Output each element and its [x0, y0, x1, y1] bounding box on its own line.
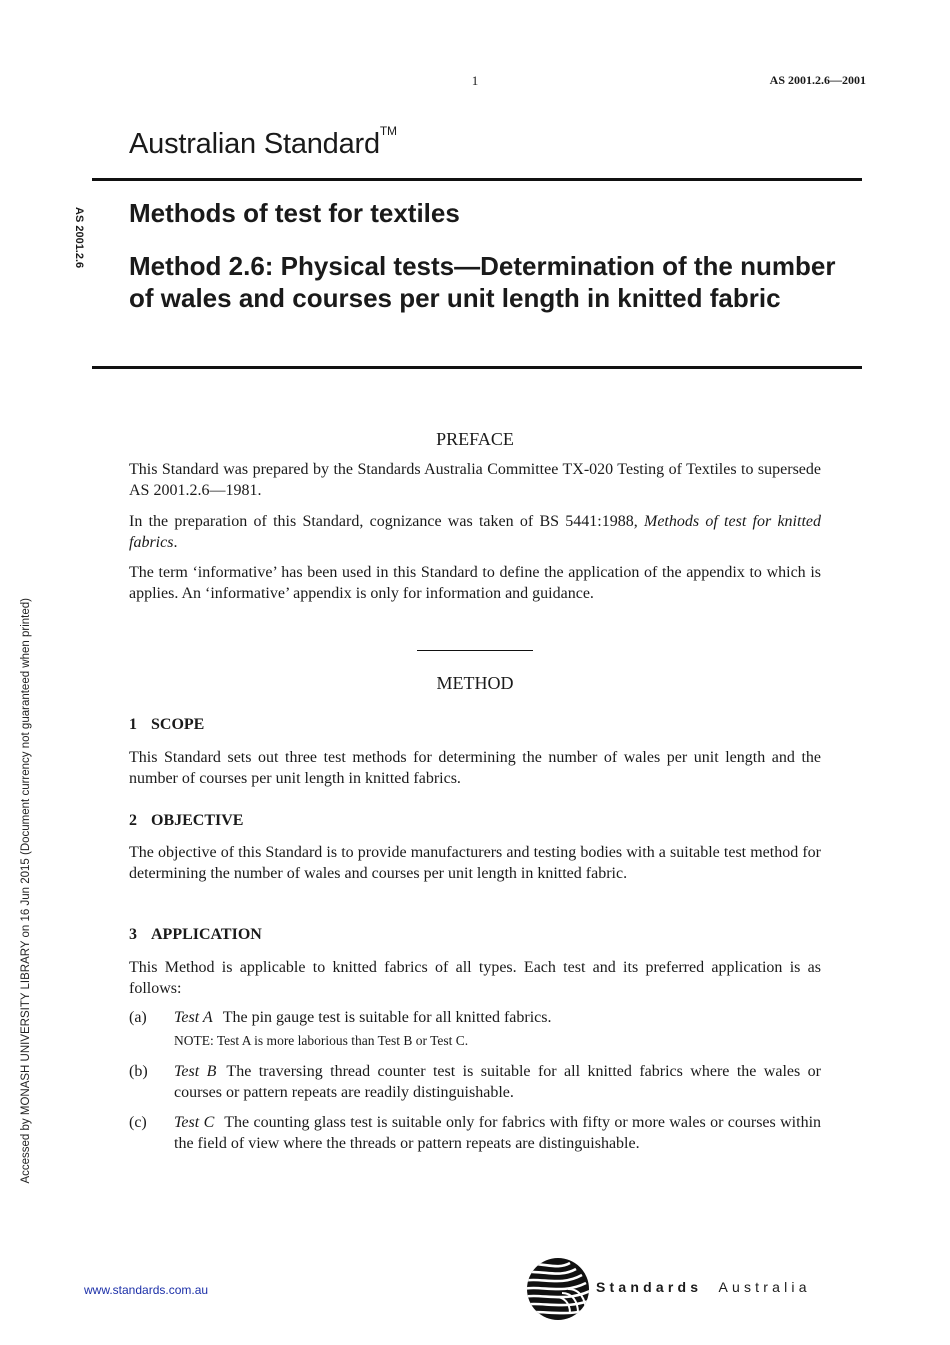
list-item-label: (a) — [129, 1009, 147, 1026]
wordmark-bold: Standards — [596, 1279, 703, 1295]
document-code: AS 2001.2.6—2001 — [769, 73, 866, 87]
section-text-scope: This Standard sets out three test methods for determining the number of wales per unit length and the number of courses per unit length in knitted fabrics. — [129, 749, 821, 787]
section-heading-scope — [129, 716, 204, 734]
test-name: Test C — [174, 1114, 215, 1131]
list-item-body — [174, 1112, 821, 1154]
section-heading-objective — [129, 812, 243, 830]
section-text-objective: The objective of this Standard is to provide manufacturers and testing bodies with a suitable test method for determining the number of wales and courses per unit length in knitted fabric. — [129, 844, 821, 882]
test-description: The traversing thread counter test is suitable for all knitted fabrics where the wales or courses or pattern repeats are readily distinguishable. — [174, 1063, 822, 1101]
standards-australia-wordmark — [596, 1279, 811, 1295]
list-item-label: (b) — [129, 1063, 148, 1080]
preface-paragraph-1: This Standard was prepared by the Standards Australia Committee TX-020 Testing of Textiles to supersede AS 2001.2.6—1981. — [129, 461, 821, 499]
section-title: SCOPE — [151, 716, 205, 733]
wordmark-regular: Australia — [718, 1279, 811, 1295]
section-number: 3 — [129, 926, 137, 943]
page-number: 1 — [471, 73, 479, 88]
method-heading: METHOD — [436, 673, 514, 693]
side-document-code — [73, 207, 93, 291]
top-rule — [92, 178, 862, 181]
brand-name: Australian Standard — [129, 128, 380, 160]
test-name: Test B — [174, 1063, 217, 1080]
section-title: OBJECTIVE — [151, 812, 244, 829]
document-subtitle: Method 2.6: Physical tests—Determination of the number of wales and courses per unit length in knitted fabric — [129, 251, 836, 313]
list-item-label: (c) — [129, 1114, 147, 1131]
bottom-rule — [92, 366, 862, 369]
preface-paragraph-2 — [129, 511, 821, 553]
section-number: 1 — [129, 716, 137, 733]
brand-title — [129, 124, 397, 161]
section-title: APPLICATION — [151, 926, 262, 943]
standards-australia-logo-icon — [526, 1257, 590, 1321]
referenced-standard-title: Methods of test for knitted fabrics — [129, 513, 821, 551]
list-item-body — [174, 1007, 821, 1028]
preface-paragraph-3: The term ‘informative’ has been used in this Standard to define the application of the appendix to which is applies. An ‘informative’ appendix is only for information and guidance. — [129, 564, 821, 602]
preface-heading: PREFACE — [436, 429, 514, 449]
trademark-mark: TM — [379, 124, 397, 138]
note-test-a: NOTE: Test A is more laborious than Test B or Test C. — [174, 1033, 469, 1048]
test-description: The pin gauge test is suitable for all knitted fabrics. — [222, 1009, 552, 1026]
test-name: Test A — [174, 1009, 213, 1026]
section-number: 2 — [129, 812, 137, 829]
section-heading-application — [129, 926, 262, 944]
preface-p2-end: . — [173, 534, 178, 551]
footer-url-link[interactable]: www.standards.com.au — [84, 1283, 209, 1297]
preface-p2-text: In the preparation of this Standard, cognizance was taken of BS 5441:1988, — [129, 513, 644, 530]
side-code-text: AS 2001.2.6 — [73, 207, 85, 269]
access-stamp-text: Accessed by MONASH UNIVERSITY LIBRARY on 16 Jun 2015 (Document currency not guaranteed when printed) — [20, 598, 32, 1184]
document-title: Methods of test for textiles — [129, 198, 460, 228]
access-stamp — [20, 598, 40, 1250]
section-divider — [417, 650, 533, 651]
test-description: The counting glass test is suitable only for fabrics with fifty or more wales or courses within the field of view where the threads or pattern repeats are distinguishable. — [174, 1114, 822, 1152]
list-item-body — [174, 1061, 821, 1103]
section-text-application: This Method is applicable to knitted fabrics of all types. Each test and its preferred application is as follows: — [129, 959, 821, 997]
